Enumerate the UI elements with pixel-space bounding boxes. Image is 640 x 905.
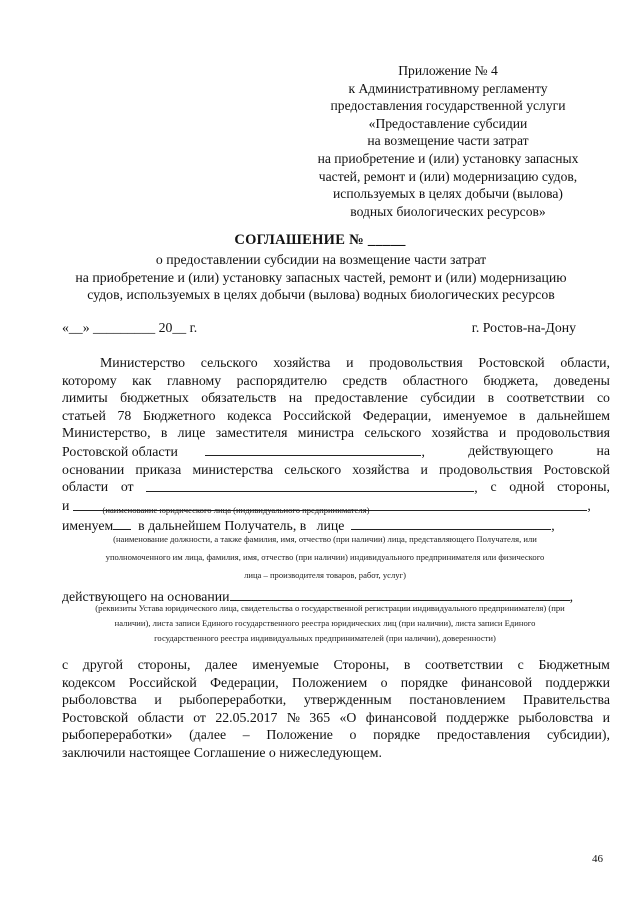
word: и <box>420 461 428 477</box>
word: стороны, <box>137 657 191 672</box>
date-field: «__» _________ 20__ г. <box>62 320 198 335</box>
word: субсидии <box>420 390 476 406</box>
text-fragment: , <box>474 480 478 496</box>
appendix-header <box>300 62 596 220</box>
word: порядке <box>400 674 448 690</box>
word: Федерации, <box>362 407 432 423</box>
word: сельского <box>364 425 422 441</box>
word: на <box>288 390 303 406</box>
text-fragment: , <box>551 518 555 533</box>
document-subtitle <box>40 251 602 304</box>
word: о <box>380 674 388 690</box>
text-fragment: области <box>62 479 109 495</box>
word: финансовой <box>365 709 437 725</box>
word: министерства <box>192 461 274 477</box>
word: именуемое <box>442 407 508 423</box>
word: рыбопереработки, <box>179 692 287 708</box>
text-line: заключили настоящее Соглашение о нижеследующем. <box>62 744 382 760</box>
word: и <box>602 709 610 725</box>
word: распорядителю <box>236 372 328 388</box>
text-line <box>62 389 610 407</box>
appendix-line: Приложение № 4 <box>398 63 498 78</box>
paragraph-parties <box>62 354 610 514</box>
word: Ростовской <box>478 355 545 370</box>
word: Российской <box>128 674 197 690</box>
word: сельского <box>284 461 342 477</box>
word: области, <box>560 355 610 370</box>
word: доведены <box>553 372 610 388</box>
text-line <box>62 354 610 372</box>
word: Российской <box>283 407 352 423</box>
word: 78 <box>117 407 132 423</box>
word: Стороны, <box>333 657 390 672</box>
subtitle-line: судов, используемых в целях добычи (вылова) водных биологических ресурсов <box>87 287 555 303</box>
text-fragment: именуем <box>62 518 114 533</box>
text-line <box>62 674 610 692</box>
text-fragment: , <box>421 443 425 459</box>
text-line <box>62 656 610 674</box>
word: обязательств <box>201 390 277 406</box>
word: которому <box>62 372 117 388</box>
word: Ростовской <box>62 709 129 725</box>
word: продовольствия <box>439 461 533 477</box>
word: Бюджетным <box>538 657 610 672</box>
subtitle-line: на приобретение и (или) установку запасных частей, ремонт и (или) модернизацию <box>75 269 567 285</box>
note-representative: лица – производителя товаров, работ, услуг) <box>244 570 406 580</box>
word: соответствии <box>506 390 585 406</box>
page-number: 46 <box>592 853 603 865</box>
deputy-minister-blank <box>205 442 421 456</box>
word: 22.05.2017 <box>215 709 278 725</box>
text-fragment: на <box>596 442 610 458</box>
word: заместителя <box>215 425 288 441</box>
text-line <box>62 726 610 744</box>
note-basis: государственного реестра индивидуальных предпринимателей (при наличии), доверенности) <box>154 633 496 643</box>
representative-blank <box>351 516 551 530</box>
word: и <box>154 692 162 708</box>
word: хозяйства <box>431 425 489 441</box>
word: и <box>346 355 354 370</box>
word: порядке <box>373 727 421 743</box>
text-line <box>62 691 610 709</box>
appendix-line: на возмещение части затрат <box>367 133 529 149</box>
word: рыбопереработки» <box>62 727 173 743</box>
word: приказа <box>135 461 182 477</box>
appendix-line: на приобретение и (или) установку запасных <box>317 150 579 166</box>
ending-blank <box>113 516 131 530</box>
word: кодекса <box>227 407 272 423</box>
word: Положением <box>292 674 368 690</box>
word: (далее <box>189 727 227 743</box>
word: бюджета, <box>483 372 539 388</box>
word: сельского <box>200 355 258 370</box>
word: поддержке <box>446 709 510 725</box>
text-line <box>62 478 610 497</box>
appendix-line: используемых в целях добычи (вылова) <box>333 186 563 202</box>
word: в <box>487 390 495 406</box>
word: продовольствия <box>369 355 463 370</box>
word: лимиты <box>62 390 108 406</box>
word: министра <box>297 425 354 441</box>
text-line <box>62 372 610 390</box>
appendix-line: водных биологических ресурсов» <box>350 203 546 219</box>
note-representative: (наименование должности, а также фамилия, имя, отчество (при наличии) лица, представляющего Получателя, или <box>113 534 537 544</box>
word: основании <box>62 461 125 477</box>
word: средств <box>342 372 388 388</box>
word: от <box>193 709 206 725</box>
word: рыболовства <box>518 709 594 725</box>
word: в <box>518 407 526 423</box>
word: со <box>596 390 610 406</box>
word: в <box>160 425 168 441</box>
word: продовольствия <box>516 425 610 441</box>
text-fragment: действующего <box>468 442 554 458</box>
word: – <box>242 727 250 743</box>
word: далее <box>205 657 238 672</box>
document-title: СОГЛАШЕНИЕ № _____ <box>234 232 406 248</box>
word: бюджетных <box>120 390 189 406</box>
word: другой <box>82 657 124 672</box>
text-fragment: одной <box>509 479 545 495</box>
word: Министерство <box>100 355 186 370</box>
text-fragment: стороны, <box>557 479 610 495</box>
word: «О <box>339 709 357 725</box>
paragraph-agreement <box>62 656 610 762</box>
place-name: г. Ростов-на-Дону <box>471 320 576 335</box>
word: рыболовства <box>62 692 137 708</box>
word: Правительства <box>523 692 610 708</box>
word: именуемые <box>252 657 319 672</box>
appendix-line: частей, ремонт и (или) модернизацию судов, <box>318 168 578 184</box>
note-basis: (реквизиты Устава юридического лица, свидетельства о государственной регистрации индивидуального предпринимателя) (при <box>95 603 565 613</box>
word: с <box>62 657 69 672</box>
word: хозяйства <box>352 461 410 477</box>
word: поддержки <box>545 674 610 690</box>
word: о <box>349 727 357 743</box>
word: областного <box>402 372 468 388</box>
basis-blank <box>230 587 570 601</box>
text-line <box>62 442 610 461</box>
text-fragment: в дальнейшем Получатель, в <box>138 518 307 533</box>
text-fragment: Ростовской области <box>62 443 178 459</box>
named-line <box>62 516 610 534</box>
note-basis: наличии), листа записи Единого государственного реестра юридических лиц (при наличии), листа записи Единого <box>114 618 536 628</box>
word: главному <box>166 372 222 388</box>
word: дальнейшем <box>537 407 610 423</box>
word: субсидии), <box>546 727 610 743</box>
appendix-line: к Административному регламенту <box>348 80 548 96</box>
text-line <box>62 461 610 479</box>
word: лице <box>177 425 206 441</box>
word: постановлением <box>409 692 506 708</box>
word: области <box>137 709 184 725</box>
subtitle-line: о предоставлении субсидии на возмещение части затрат <box>155 252 487 267</box>
text-line <box>62 709 610 727</box>
text-fragment: с <box>490 479 497 495</box>
word: Бюджетного <box>142 407 216 423</box>
order-blank <box>146 478 474 492</box>
text-fragment: от <box>120 479 134 495</box>
word: Ростовской <box>543 461 610 477</box>
text-fragment: и <box>62 497 70 513</box>
word: кодексом <box>62 674 116 690</box>
word: предоставления <box>436 727 531 743</box>
word: и <box>498 425 507 441</box>
word: финансовой <box>461 674 533 690</box>
word: 365 <box>309 709 331 725</box>
word: как <box>132 372 152 388</box>
appendix-line: «Предоставление субсидии <box>368 115 528 131</box>
note-recipient-name: (наименование юридического лица (индивидуального предпринимателя) <box>102 505 370 515</box>
text-fragment: , <box>569 589 574 604</box>
word: соответствии <box>425 657 503 672</box>
word: Министерство, <box>62 425 151 441</box>
text-fragment: действующего на основании <box>62 589 230 604</box>
word: Положение <box>266 727 333 743</box>
word: предоставление <box>314 390 408 406</box>
word: утвержденным <box>303 692 392 708</box>
text-line <box>62 424 610 442</box>
word: с <box>517 657 524 672</box>
word: Федерации, <box>210 674 279 690</box>
note-representative: уполномоченного им лица, фамилия, имя, отчество (при наличии) индивидуального предпринимателя или физического <box>105 552 545 562</box>
text-line <box>62 407 610 425</box>
text-fragment: , <box>587 497 591 513</box>
word: статьей <box>62 407 106 423</box>
word: № <box>286 709 300 725</box>
text-fragment: лице <box>316 518 345 533</box>
word: в <box>403 657 411 672</box>
word: хозяйства <box>273 355 331 370</box>
appendix-line: предоставления государственной услуги <box>330 98 566 114</box>
